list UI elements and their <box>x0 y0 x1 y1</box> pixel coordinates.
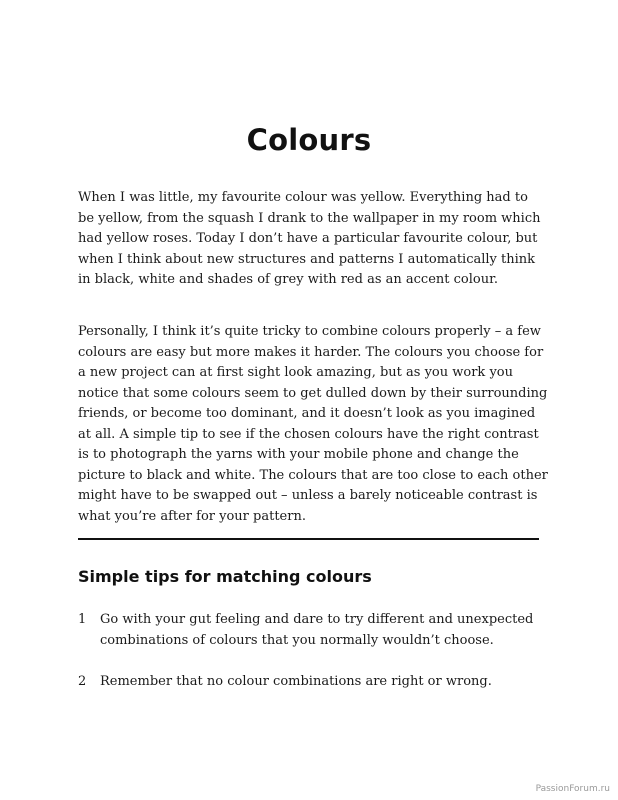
tip-text: Remember that no colour combinations are right or wrong. <box>100 674 492 689</box>
tips-list <box>78 610 548 714</box>
page-title: Colours <box>246 123 372 157</box>
tip-text: Go with your gut feeling and dare to try different and unexpected combinations of colours that you normally wouldn’t choose. <box>100 612 534 648</box>
tips-heading: Simple tips for matching colours <box>78 567 372 586</box>
watermark: PassionForum.ru <box>535 784 610 794</box>
tip-item <box>78 610 548 651</box>
tip-number: 2 <box>78 674 87 689</box>
tip-number: 1 <box>78 612 87 627</box>
tip-item <box>78 672 548 693</box>
section-divider <box>78 538 539 540</box>
intro-paragraph: When I was little, my favourite colour was yellow. Everything had to be yellow, from the squash I drank to the wallpaper in my room which had yellow roses. Today I don’t have a particular favourite colour, but when I think about new structures and patterns I automatically think in black, white and shades of grey with red as an accent colour. <box>78 190 541 287</box>
body-paragraph: Personally, I think it’s quite tricky to combine colours properly – a few colours are easy but more makes it harder. The colours you choose for a new project can at first sight look amazing, but as you work you notice that some colours seem to get dulled down by their surrounding friends, or become too dominant, and it doesn’t look as you imagined at all. A simple tip to see if the chosen colours have the right contrast is to photograph the yarns with your mobile phone and change the picture to black and white. The colours that are too close to each other might have to be swapped out – unless a barely noticeable contrast is what you’re after for your pattern. <box>78 324 548 524</box>
